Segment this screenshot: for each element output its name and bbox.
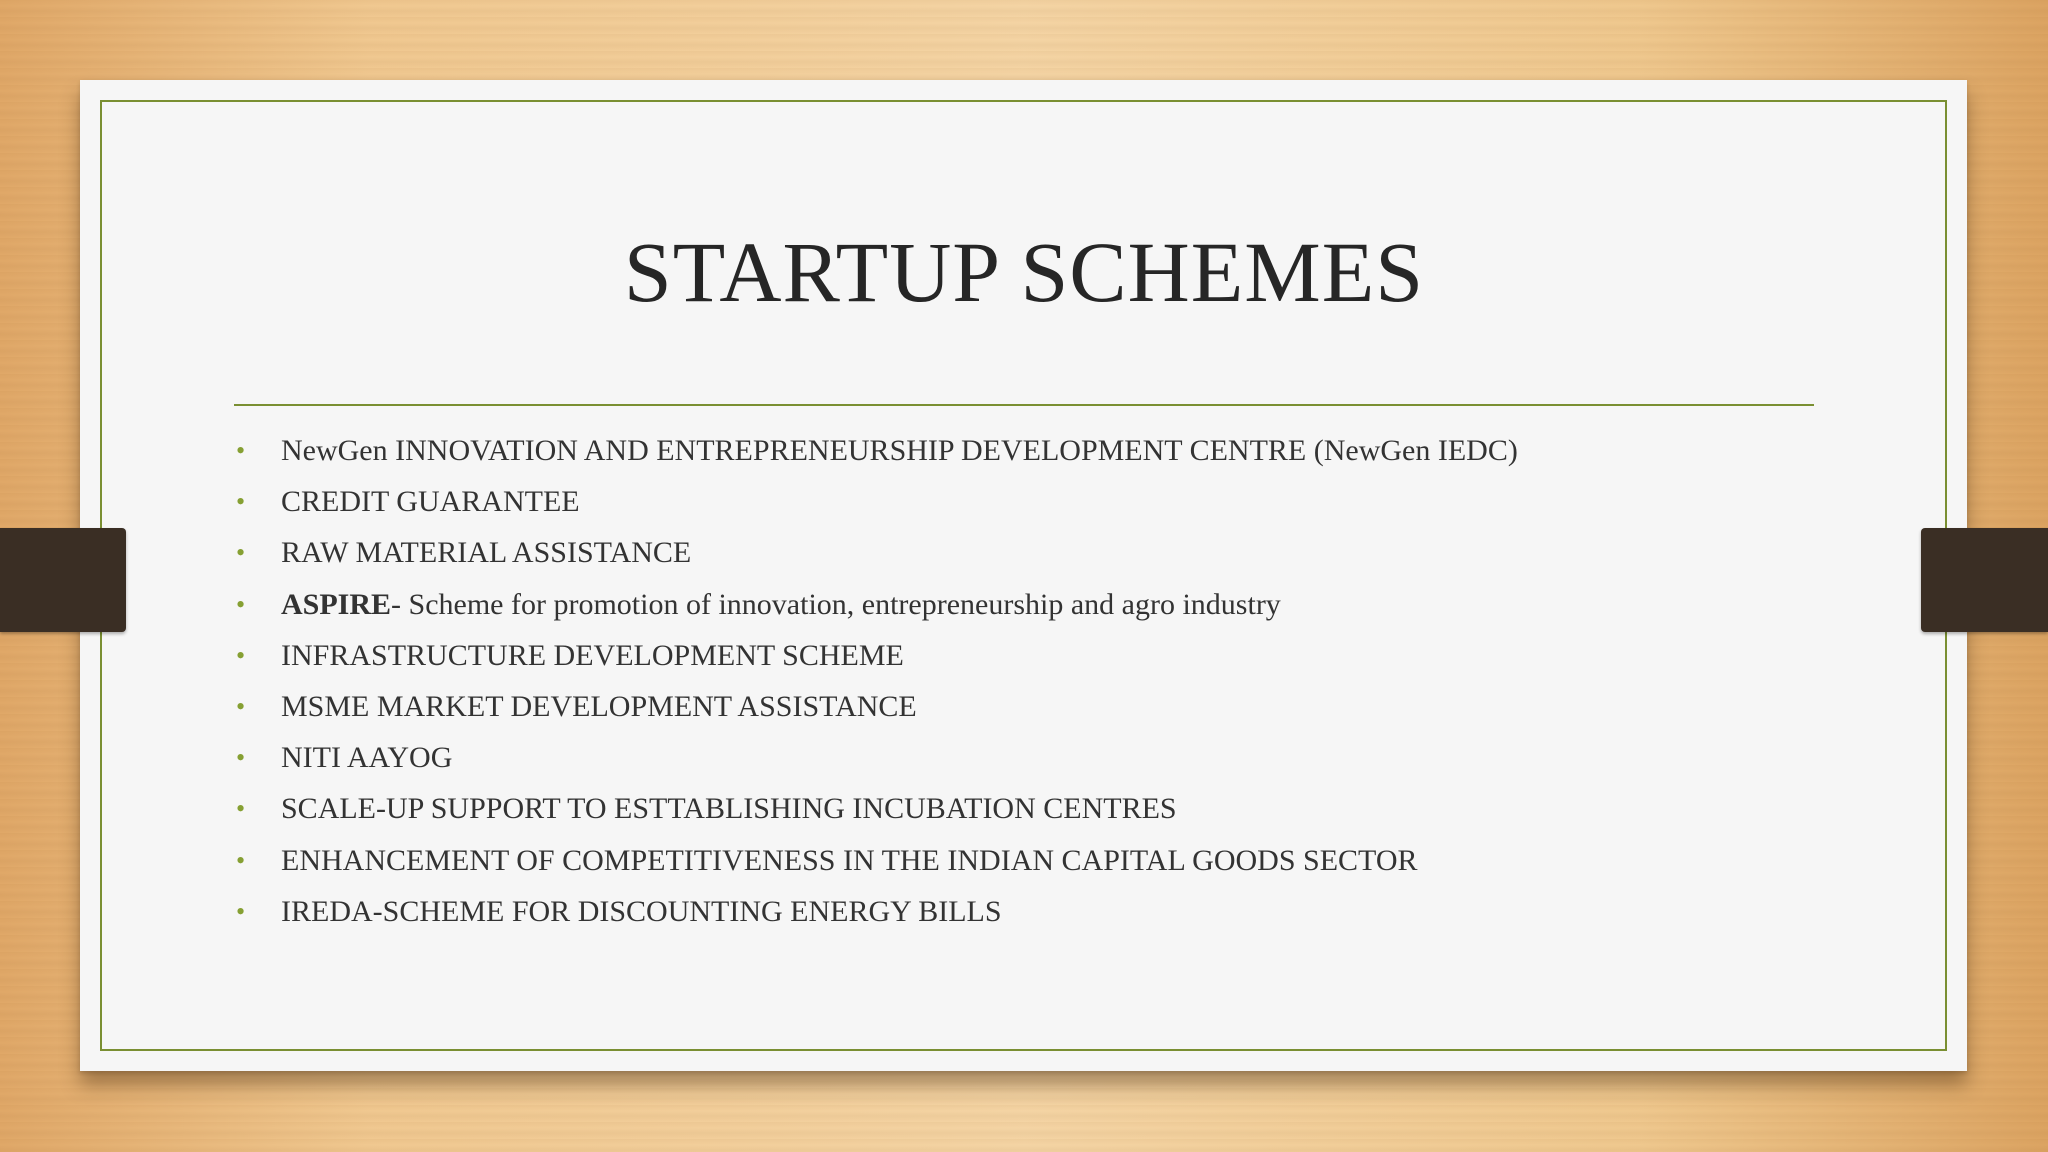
list-item (230, 527, 1518, 578)
list-item (230, 630, 1518, 681)
bullet-icon: • (236, 538, 246, 568)
list-item-text: CREDIT GUARANTEE (281, 485, 580, 519)
list-item (230, 579, 1518, 630)
title-divider (234, 404, 1814, 406)
list-item (230, 732, 1518, 783)
bullet-icon: • (236, 640, 246, 670)
bullet-icon: • (236, 743, 246, 773)
list-item (230, 886, 1518, 937)
list-item-text: NITI AAYOG (281, 741, 453, 775)
list-item (230, 476, 1518, 527)
list-item-text: IREDA-SCHEME FOR DISCOUNTING ENERGY BILLS (281, 894, 1002, 928)
binder-clip-right (1921, 528, 2048, 632)
bullet-icon: • (236, 436, 246, 465)
list-item-text: INFRASTRUCTURE DEVELOPMENT SCHEME (281, 638, 904, 672)
bullet-icon: • (236, 691, 246, 721)
bullet-icon: • (236, 589, 246, 619)
list-item-text: - Scheme for promotion of innovation, entrepreneurship and agro industry (391, 587, 1281, 621)
list-item-text: ENHANCEMENT OF COMPETITIVENESS IN THE INDIAN CAPITAL GOODS SECTOR (281, 843, 1418, 877)
list-item-text: MSME MARKET DEVELOPMENT ASSISTANCE (281, 689, 917, 723)
list-item (230, 681, 1518, 732)
list-item-text: SCALE-UP SUPPORT TO ESTTABLISHING INCUBATION CENTRES (281, 792, 1177, 826)
bullet-icon: • (236, 794, 246, 824)
slide-title: STARTUP SCHEMES (623, 224, 1425, 320)
list-item (230, 425, 1518, 476)
bullet-list (230, 425, 1518, 937)
list-item (230, 835, 1518, 886)
list-item-text: RAW MATERIAL ASSISTANCE (281, 536, 692, 570)
list-item (230, 783, 1518, 834)
bullet-icon: • (236, 845, 246, 875)
list-item-bold-text: ASPIRE (281, 587, 392, 621)
list-item-text: NewGen INNOVATION AND ENTREPRENEURSHIP DEVELOPMENT CENTRE (NewGen IEDC) (281, 434, 1518, 467)
bullet-icon: • (236, 896, 246, 926)
binder-clip-left (0, 528, 126, 632)
bullet-icon: • (236, 487, 246, 517)
